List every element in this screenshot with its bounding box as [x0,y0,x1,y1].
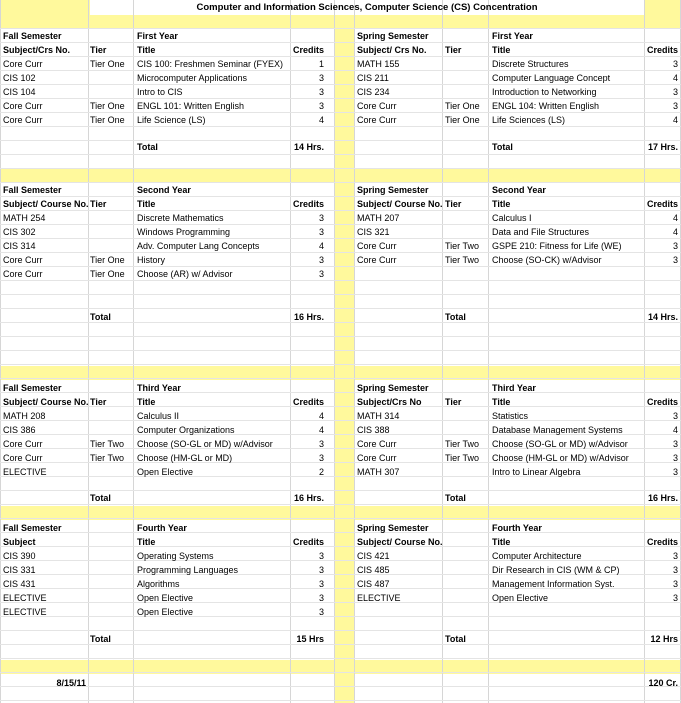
course-tier [445,423,489,437]
grid-line-horizontal [0,350,681,351]
credits-header: Credits [646,537,678,547]
grid-line-horizontal [0,168,681,169]
course-tier: Tier One [90,255,125,265]
total-hours: 16 Hrs. [647,493,678,503]
grid-line-horizontal [0,364,681,365]
credits-header: Credits [646,45,678,55]
course-title: Management Information Syst. [492,579,615,589]
grid-line-horizontal [0,154,681,155]
title-header: Title [137,537,156,547]
course-subject: Core Curr [357,439,397,449]
course-credits: 3 [672,593,678,603]
course-subject: ELECTIVE [3,467,47,477]
course-tier [445,591,489,605]
course-title: Computer Language Concept [492,73,611,83]
total-label: Total [445,493,466,503]
course-credits: 3 [318,439,324,449]
course-subject: Core Curr [357,453,397,463]
subject-header: Subject/ Course No. [3,199,89,209]
subject-header: Subject/ Course No. [3,397,89,407]
course-tier [445,563,489,577]
course-subject: MATH 314 [357,411,400,421]
course-title: Life Sciences (LS) [492,115,566,125]
total-hours: 17 Hrs. [647,142,678,152]
course-subject: Core Curr [3,453,43,463]
spring-semester-label: Spring Semester [357,383,429,393]
spring-year-label: First Year [492,31,533,41]
course-subject: CIS 302 [3,227,36,237]
course-credits: 2 [318,467,324,477]
course-credits: 4 [672,73,678,83]
course-subject: Core Curr [3,255,43,265]
fall-year-label: Second Year [137,185,191,195]
course-title: GSPE 210: Fitness for Life (WE) [492,241,622,251]
grid-line-vertical [0,0,1,703]
course-title: Adv. Computer Lang Concepts [137,241,260,251]
subject-header: Subject/Crs No [357,397,422,407]
total-hours: 16 Hrs. [293,312,324,322]
course-tier [90,71,134,85]
course-credits: 3 [672,579,678,589]
course-title: Dir Research in CIS (WM & CP) [492,565,620,575]
course-title: Calculus I [492,213,532,223]
course-credits: 3 [672,87,678,97]
course-tier: Tier Two [445,255,480,265]
course-subject: Core Curr [3,269,43,279]
course-credits: 4 [318,425,324,435]
credits-header: Credits [646,397,678,407]
grid-line-vertical [442,0,443,703]
yellow-bar-after-year1 [0,168,681,182]
course-subject: ELECTIVE [3,607,47,617]
course-tier: Tier Two [90,453,125,463]
total-label: Total [90,493,111,503]
course-tier [90,577,134,591]
total-label: Total [90,312,111,322]
credits-header: Credits [292,199,324,209]
course-title: Intro to Linear Algebra [492,467,581,477]
course-title: History [137,255,166,265]
course-credits: 1 [318,59,324,69]
course-title: ENGL 104: Written English [492,101,600,111]
course-subject: MATH 254 [3,213,46,223]
course-credits: 4 [318,241,324,251]
spring-semester-label: Spring Semester [357,31,429,41]
fall-semester-label: Fall Semester [3,31,62,41]
course-subject: CIS 388 [357,425,390,435]
tier-header: Tier [445,199,462,209]
course-tier [90,549,134,563]
grid-line-horizontal [0,658,681,659]
fall-year-label: First Year [137,31,178,41]
grid-line-horizontal [0,672,681,673]
course-tier [445,225,489,239]
course-tier: Tier One [90,115,125,125]
course-title: Open Elective [137,593,194,603]
course-subject: CIS 386 [3,425,36,435]
footer-total-credits: 120 Cr. [648,678,678,688]
course-title: Statistics [492,411,529,421]
fall-year-label: Third Year [137,383,181,393]
course-title: Data and File Structures [492,227,590,237]
course-credits: 4 [672,115,678,125]
course-subject: CIS 431 [3,579,36,589]
course-title: Calculus II [137,411,180,421]
course-tier: Tier One [445,101,480,111]
course-credits: 3 [318,73,324,83]
course-subject: CIS 102 [3,73,36,83]
spring-semester-label: Spring Semester [357,523,429,533]
credits-header: Credits [292,537,324,547]
course-tier: Tier Two [445,241,480,251]
course-title: Intro to CIS [137,87,183,97]
course-credits: 4 [318,411,324,421]
course-tier [90,211,134,225]
page-title: Computer and Information Sciences, Computer Science (CS) Concentration [196,2,538,13]
course-tier [90,465,134,479]
course-title: Choose (SO-CK) w/Advisor [492,255,602,265]
fall-semester-label: Fall Semester [3,383,62,393]
course-tier [90,85,134,99]
course-title: Discrete Mathematics [137,213,224,223]
course-credits: 3 [672,467,678,477]
course-tier: Tier One [90,59,125,69]
course-credits: 3 [672,101,678,111]
grid-line-horizontal [0,378,681,379]
course-title: Open Elective [137,467,194,477]
course-credits: 3 [318,579,324,589]
course-title: Computer Organizations [137,425,235,435]
course-credits: 4 [672,213,678,223]
course-credits: 3 [318,227,324,237]
course-title: Operating Systems [137,551,214,561]
course-tier: Tier One [445,115,480,125]
course-tier [445,465,489,479]
course-credits: 3 [672,439,678,449]
course-title: ENGL 101: Written English [137,101,245,111]
title-header: Title [137,397,156,407]
subject-header: Subject/ Course No. [357,199,443,209]
course-title: Choose (SO-GL or MD) w/Advisor [492,439,628,449]
title-header: Title [492,199,511,209]
course-tier [445,211,489,225]
course-title: Life Science (LS) [137,115,206,125]
course-tier [90,239,134,253]
course-tier [445,71,489,85]
tier-header: Tier [90,397,107,407]
course-tier: Tier Two [445,439,480,449]
course-subject: MATH 307 [357,467,400,477]
course-credits: 3 [672,255,678,265]
course-tier: Tier Two [445,453,480,463]
course-tier [90,409,134,423]
tier-header [90,535,134,549]
course-subject: Core Curr [3,115,43,125]
footer-date: 8/15/11 [56,678,86,688]
total-hours: 14 Hrs. [647,312,678,322]
total-hours: 14 Hrs. [293,142,324,152]
course-credits: 3 [318,87,324,97]
course-title: Choose (HM-GL or MD) w/Advisor [492,453,629,463]
fall-semester-label: Fall Semester [3,523,62,533]
course-credits: 3 [318,213,324,223]
course-subject: MATH 155 [357,59,400,69]
course-subject: CIS 211 [357,73,389,83]
course-tier [90,563,134,577]
course-subject: Core Curr [357,115,397,125]
fall-year-label: Fourth Year [137,523,187,533]
course-tier: Tier Two [90,439,125,449]
tier-header: Tier [445,45,462,55]
course-credits: 3 [318,255,324,265]
spring-year-label: Third Year [492,383,536,393]
grid-line-horizontal [0,140,681,141]
course-subject: ELECTIVE [357,593,401,603]
course-title: Discrete Structures [492,59,569,69]
course-subject: Core Curr [357,241,397,251]
course-subject: CIS 321 [357,227,390,237]
total-label: Total [445,634,466,644]
grid-line-vertical [354,0,355,703]
course-subject: CIS 485 [357,565,390,575]
course-credits: 4 [672,227,678,237]
course-subject: Core Curr [3,59,43,69]
course-tier [445,409,489,423]
total-label: Total [445,312,466,322]
title-header: Title [492,537,511,547]
course-credits: 3 [672,411,678,421]
course-tier [90,225,134,239]
tier-header: Tier [90,45,107,55]
course-credits: 3 [672,59,678,69]
total-label: Total [137,142,158,152]
grid-line-horizontal [0,700,681,701]
yellow-bar-title-left [0,0,90,15]
total-label: Total [492,142,513,152]
course-title: Open Elective [492,593,549,603]
credits-header: Credits [292,397,324,407]
course-credits: 3 [318,101,324,111]
course-subject: CIS 421 [357,551,390,561]
course-subject: ELECTIVE [3,593,47,603]
course-subject: CIS 487 [357,579,390,589]
credits-header: Credits [646,199,678,209]
course-credits: 3 [318,551,324,561]
course-title: Open Elective [137,607,194,617]
course-title: Algorithms [137,579,180,589]
course-credits: 3 [672,565,678,575]
grid-line-horizontal [0,294,681,295]
grid-line-horizontal [0,336,681,337]
course-tier [90,423,134,437]
total-hours: 16 Hrs. [293,493,324,503]
course-credits: 4 [672,425,678,435]
title-header: Title [137,45,156,55]
total-hours: 12 Hrs [650,634,678,644]
subject-header: Subject/ Course No. [357,537,443,547]
course-title: Programming Languages [137,565,239,575]
course-subject: CIS 331 [3,565,36,575]
yellow-bar-title-right [644,0,681,15]
yellow-bar-middle-column [334,15,354,703]
course-subject: Core Curr [357,255,397,265]
course-subject: CIS 390 [3,551,36,561]
grid-line-horizontal [0,308,681,309]
course-subject: CIS 234 [357,87,390,97]
course-title: Introduction to Networking [492,87,597,97]
title-header: Title [137,199,156,209]
course-title: Choose (HM-GL or MD) [137,453,233,463]
course-subject: MATH 208 [3,411,46,421]
course-credits: 3 [672,551,678,561]
course-subject: Core Curr [3,439,43,449]
course-subject: Core Curr [357,101,397,111]
course-credits: 3 [318,607,324,617]
spring-year-label: Fourth Year [492,523,542,533]
spring-semester-label: Spring Semester [357,185,429,195]
course-tier [90,591,134,605]
course-subject: CIS 104 [3,87,36,97]
course-title: Database Management Systems [492,425,623,435]
course-title: Choose (SO-GL or MD) w/Advisor [137,439,273,449]
course-subject: MATH 207 [357,213,400,223]
grid-line-vertical [334,0,335,703]
subject-header: Subject [3,537,36,547]
credits-header: Credits [292,45,324,55]
course-tier: Tier One [90,101,125,111]
title-header: Title [492,45,511,55]
course-title: Computer Architecture [492,551,582,561]
course-tier [445,577,489,591]
course-credits: 3 [318,453,324,463]
course-subject: Core Curr [3,101,43,111]
course-credits: 3 [672,453,678,463]
course-tier [445,549,489,563]
course-tier: Tier One [90,269,125,279]
grid-line-horizontal [0,518,681,519]
course-credits: 3 [672,241,678,251]
fall-semester-label: Fall Semester [3,185,62,195]
spring-year-label: Second Year [492,185,546,195]
total-label: Total [90,634,111,644]
course-subject: CIS 314 [3,241,36,251]
course-credits: 3 [318,269,324,279]
tier-header: Tier [90,199,107,209]
subject-header: Subject/Crs No. [3,45,71,55]
total-hours: 15 Hrs [296,634,324,644]
grid-line-vertical [88,0,89,703]
course-credits: 4 [318,115,324,125]
course-title: Microcomputer Applications [137,73,248,83]
title-header: Title [492,397,511,407]
course-title: Choose (AR) w/ Advisor [137,269,233,279]
course-tier [90,605,134,619]
course-title: Windows Programming [137,227,231,237]
course-credits: 3 [318,565,324,575]
tier-header [445,535,489,549]
course-credits: 3 [318,593,324,603]
course-tier [445,57,489,71]
subject-header: Subject/ Crs No. [357,45,427,55]
grid-line-horizontal [0,630,681,631]
tier-header: Tier [445,397,462,407]
course-title: CIS 100: Freshmen Seminar (FYEX) [137,59,284,69]
course-tier [445,85,489,99]
grid-line-horizontal [0,686,681,687]
